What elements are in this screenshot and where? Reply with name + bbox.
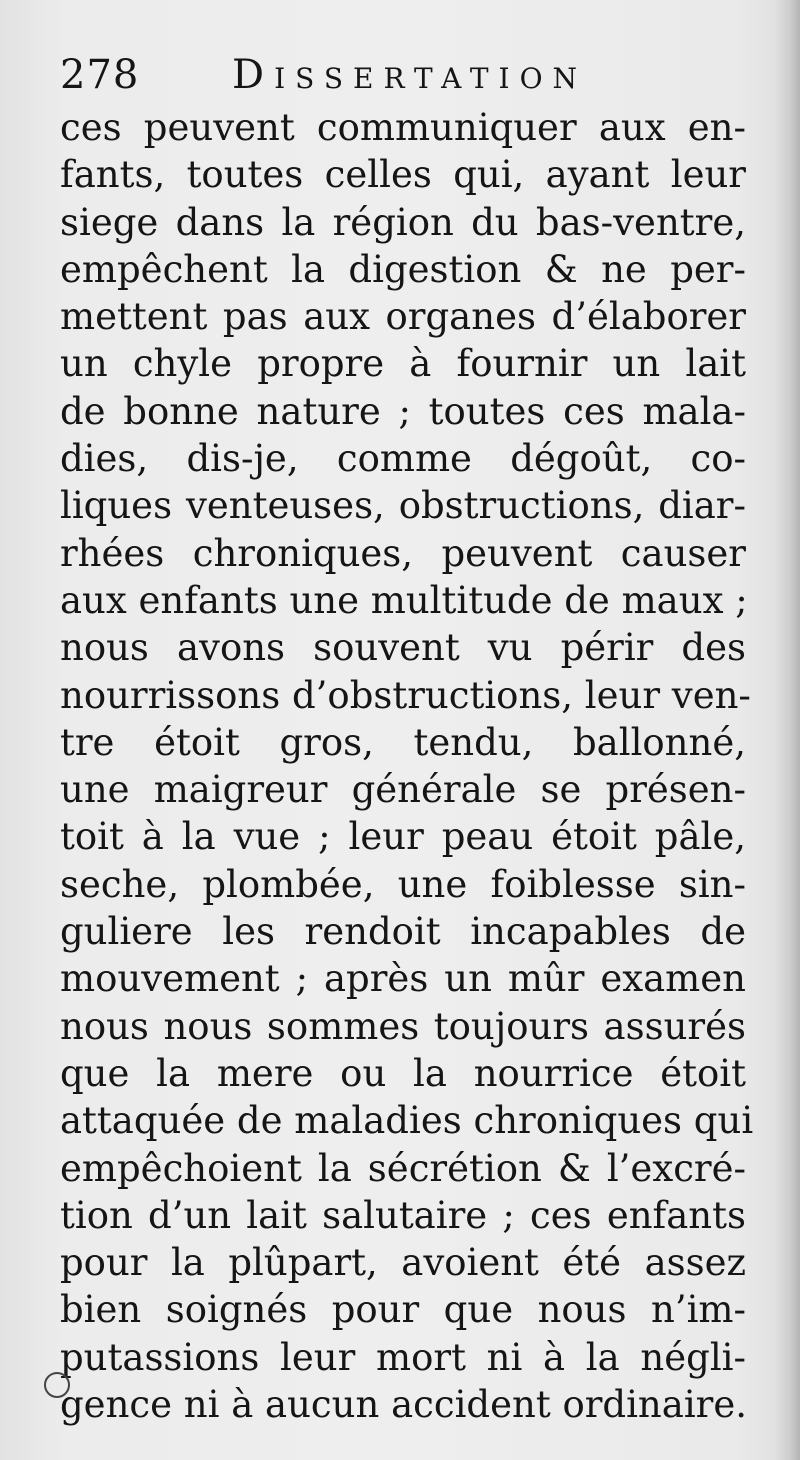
text-line: attaquée de maladies chroniques qui: [60, 1099, 754, 1143]
text-line: toit à la vue ; leur peau étoit pâle,: [60, 815, 746, 859]
text-line: tre étoit gros, tendu, ballonné,: [60, 720, 746, 764]
text-line: guliere les rendoit incapables de: [60, 910, 746, 954]
text-line: ces peuvent communiquer aux en-: [60, 106, 746, 149]
text-line: empêchoient la sécrétion & l’excré-: [60, 1146, 746, 1190]
text-line: empêchent la digestion & ne per-: [60, 247, 746, 291]
text-line: mouvement ; après un mûr examen: [60, 957, 746, 1001]
text-line: de bonne nature ; toutes ces mala-: [60, 389, 746, 433]
text-line: tion d’un lait salutaire ; ces enfants: [60, 1193, 746, 1237]
text-line: fants, toutes celles qui, ayant leur: [60, 153, 746, 197]
text-line: nourrissons d’obstructions, leur ven-: [60, 673, 751, 717]
text-line: liques venteuses, obstructions, diar-: [60, 484, 746, 528]
text-line: aux enfants une multitude de maux ;: [60, 578, 748, 622]
text-line: rhées chroniques, peuvent causer: [60, 531, 746, 575]
text-line: pour la plûpart, avoient été assez: [60, 1241, 746, 1285]
text-line: nous avons souvent vu périr des: [60, 626, 746, 670]
page-number: 278: [60, 52, 140, 98]
text-line: siege dans la région du bas-ventre,: [60, 200, 746, 244]
page-header: [60, 44, 750, 104]
text-line: bien soignés pour que nous n’im-: [60, 1288, 746, 1332]
text-line: mettent pas aux organes d’élaborer: [60, 295, 746, 339]
text-line: un chyle propre à fournir un lait: [60, 342, 746, 386]
text-line: que la mere ou la nourrice étoit: [60, 1051, 746, 1095]
text-line: putassions leur mort ni à la négli-: [60, 1335, 746, 1379]
text-line: dies, dis-je, comme dégoût, co-: [60, 437, 746, 481]
text-line: nous nous sommes toujours assurés: [60, 1004, 746, 1048]
text-line: seche, plombée, une foiblesse sin-: [60, 862, 746, 906]
body-text: [60, 104, 754, 1428]
text-line: gence ni à aucun accident ordinaire.: [60, 1383, 747, 1427]
text-line: une maigreur générale se présen-: [60, 768, 746, 812]
page-edge-shadow: [774, 0, 800, 1460]
running-title: Dissertation: [232, 52, 588, 98]
ink-blot-mark: [44, 1372, 70, 1398]
